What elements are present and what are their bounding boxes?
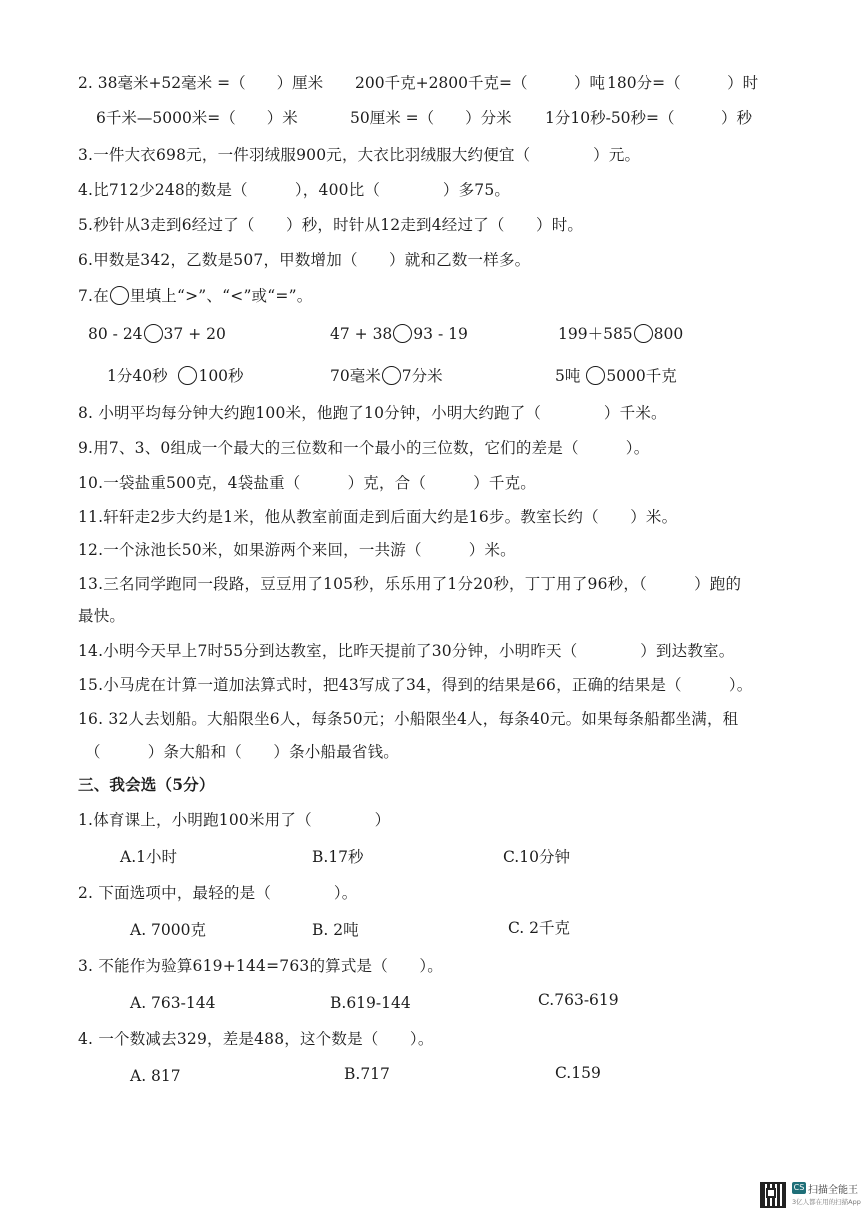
compare-right: 37 + 20 — [163, 325, 226, 343]
compare-circle-icon[interactable] — [634, 324, 653, 343]
q10-text: 10.一袋盐重500克，4袋盐重（ ）克，合（ ）千克。 — [78, 474, 536, 492]
compare-left: 5吨 — [555, 367, 581, 385]
scanner-watermark — [760, 1180, 861, 1214]
q2-row1-part1: 2. 38毫米+52毫米 =（ ）厘米 — [78, 74, 324, 92]
compare-circle-icon[interactable] — [393, 324, 412, 343]
compare-circle-icon[interactable] — [144, 324, 163, 343]
q2-row2-part1: 6千米—5000米=（ ）米 — [96, 109, 298, 127]
q7-intro-before: 7.在 — [78, 287, 109, 305]
compare-left: 47 + 38 — [330, 325, 393, 343]
choice-q2-option-c[interactable]: C. 2千克 — [508, 919, 571, 937]
q13-text-line2: 最快。 — [78, 607, 126, 625]
choice-q4-stem: 4. 一个数减去329，差是488，这个数是（ ）。 — [78, 1030, 434, 1048]
q13-text-line1: 13.三名同学跑同一段路，豆豆用了105秒，乐乐用了1分20秒，丁丁用了96秒，（ ）跑的 — [78, 575, 742, 593]
q7-intro — [78, 286, 312, 306]
q7-compare-6 — [555, 366, 677, 386]
q8-text: 8. 小明平均每分钟大约跑100米，他跑了10分钟，小明大约跑了（ ）千米。 — [78, 404, 667, 422]
q7-compare-3 — [558, 324, 683, 344]
choice-q4-option-c[interactable]: C.159 — [555, 1064, 601, 1082]
q9-text: 9.用7、3、0组成一个最大的三位数和一个最小的三位数，它们的差是（ ）。 — [78, 439, 650, 457]
circle-blank-icon — [110, 286, 129, 305]
q2-row2-part2: 50厘米 =（ ）分米 — [350, 109, 512, 127]
q5-text: 5.秒针从3走到6经过了（ ）秒，时针从12走到4经过了（ ）时。 — [78, 216, 584, 234]
q6-text: 6.甲数是342，乙数是507，甲数增加（ ）就和乙数一样多。 — [78, 251, 531, 269]
compare-circle-icon[interactable] — [586, 366, 605, 385]
choice-q4-option-b[interactable]: B.717 — [344, 1065, 390, 1083]
q2-row1-part2: 200千克+2800千克=（ ）吨 — [355, 74, 606, 92]
q7-compare-2 — [330, 324, 468, 344]
choice-q1-option-b[interactable]: B.17秒 — [312, 848, 364, 866]
camscanner-logo: CS — [793, 1183, 805, 1192]
choice-q4-option-a[interactable]: A. 817 — [130, 1067, 181, 1085]
compare-circle-icon[interactable] — [382, 366, 401, 385]
q15-text: 15.小马虎在计算一道加法算式时，把43写成了34，得到的结果是66，正确的结果是（ ）。 — [78, 676, 753, 694]
compare-left: 199＋585 — [558, 325, 633, 343]
compare-right: 93 - 19 — [413, 325, 468, 343]
choice-q1-stem: 1.体育课上，小明跑100米用了（ ） — [78, 811, 391, 829]
q16-text-line2: （ ）条大船和（ ）条小船最省钱。 — [85, 743, 400, 761]
q7-compare-1 — [88, 324, 226, 344]
compare-left: 70毫米 — [330, 367, 381, 385]
choice-q3-stem: 3. 不能作为验算619+144=763的算式是（ ）。 — [78, 957, 443, 975]
q7-compare-5 — [330, 366, 443, 386]
choice-q1-option-c[interactable]: C.10分钟 — [503, 848, 570, 866]
choice-q3-option-b[interactable]: B.619-144 — [330, 994, 411, 1012]
compare-right: 800 — [653, 325, 684, 343]
compare-circle-icon[interactable] — [178, 366, 197, 385]
q7-intro-after: 里填上“>”、“<”或“=”。 — [129, 287, 313, 305]
q2-row2-part3: 1分10秒-50秒=（ ）秒 — [545, 109, 753, 127]
qr-code-icon — [760, 1182, 786, 1208]
q3-text: 3.一件大衣698元，一件羽绒服900元，大衣比羽绒服大约便宜（ ）元。 — [78, 146, 641, 164]
choice-q3-option-c[interactable]: C.763-619 — [538, 991, 619, 1009]
choice-q2-stem: 2. 下面选项中，最轻的是（ ）。 — [78, 884, 358, 902]
choice-q1-option-a[interactable]: A.1小时 — [120, 848, 177, 866]
watermark-tagline: 3亿人都在用的扫描App — [792, 1198, 861, 1206]
compare-right: 7分米 — [401, 367, 443, 385]
q16-text-line1: 16. 32人去划船。大船限坐6人，每条50元；小船限坐4人，每条40元。如果每条船都坐满，租 — [78, 710, 739, 728]
compare-right: 100秒 — [198, 367, 244, 385]
q11-text: 11.轩轩走2步大约是1米，他从教室前面走到后面大约是16步。教室长约（ ）米。 — [78, 508, 678, 526]
q7-compare-4 — [107, 366, 244, 386]
section-heading: 三、我会选（5分） — [78, 775, 215, 794]
choice-q2-option-a[interactable]: A. 7000克 — [130, 921, 206, 939]
q4-text: 4.比712少248的数是（ ），400比（ ）多75。 — [78, 181, 511, 199]
q14-text: 14.小明今天早上7时55分到达教室，比昨天提前了30分钟，小明昨天（ ）到达教室。 — [78, 642, 735, 660]
q12-text: 12.一个泳池长50米，如果游两个来回，一共游（ ）米。 — [78, 541, 516, 559]
choice-q3-option-a[interactable]: A. 763-144 — [130, 994, 216, 1012]
compare-left: 1分40秒 — [107, 367, 168, 385]
watermark-name: 扫描全能王 — [808, 1185, 858, 1196]
q2-row1-part3: 180分=（ ）时 — [607, 74, 759, 92]
choice-q2-option-b[interactable]: B. 2吨 — [312, 921, 359, 939]
compare-right: 5000千克 — [606, 367, 677, 385]
compare-left: 80 - 24 — [88, 325, 143, 343]
